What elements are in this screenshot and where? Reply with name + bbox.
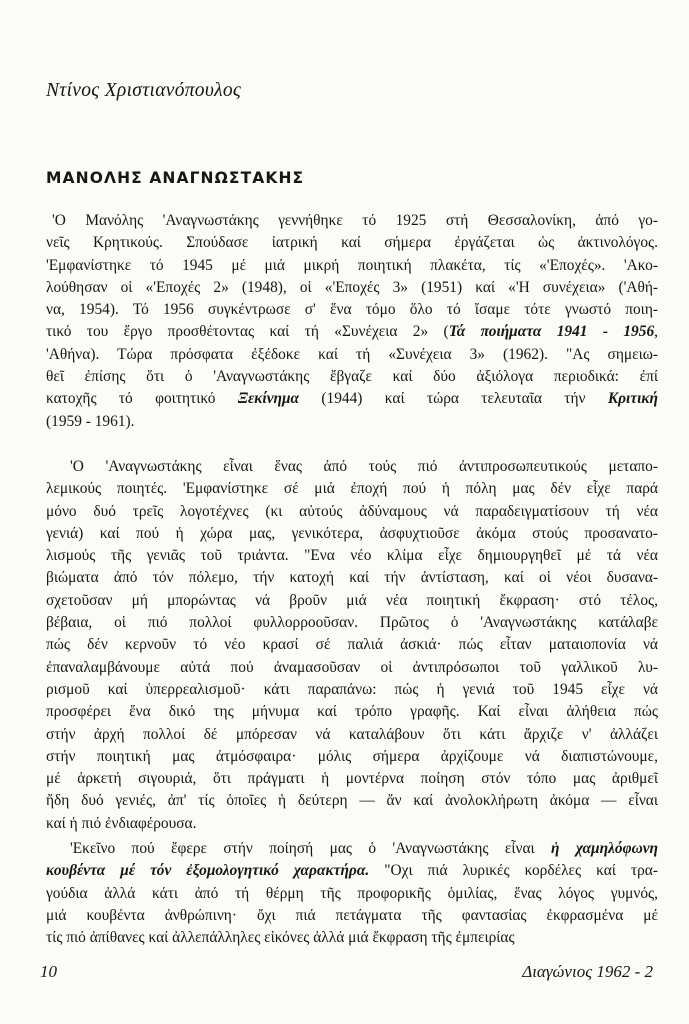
- text-run: (1944) καί τώρα τελευταῖα τήν: [299, 390, 608, 408]
- text-line: [46, 567, 658, 589]
- text-line: [46, 501, 658, 523]
- text-run: 'Ο 'Αναγνωστάκης εἶναι ἕνας ἀπό τούς πιό ἀντιπροσωπευτικούς μεταπο-: [70, 458, 658, 475]
- text-run: μόνο δυό τρεῖς λογοτέχνες (κι αὐτούς ἀδύναμους νά παραδειγματίσουν τή νέα: [46, 502, 658, 520]
- emphasis-text: Τά ποιήματα 1941 - 1956: [448, 323, 655, 341]
- article-author: Ντίνος Χριστιανόπουλος: [46, 80, 242, 101]
- text-line: [46, 277, 658, 299]
- emphasis-text: Κριτική: [607, 390, 658, 408]
- text-line: [46, 657, 658, 679]
- text-run: στήν ποιητική μας ἀτμόσφαιρα· μόλις σήμερα ἀρχίζουμε νά διαπιστώνουμε,: [46, 747, 658, 765]
- text-line: [46, 321, 658, 343]
- text-run: σχετοῦσαν μή μπορώντας νά βροῦν μιά νέα ποιητική ἔκφραση· στό τέλος,: [46, 591, 658, 609]
- text-line: [46, 927, 658, 949]
- text-run: στήν ἀρχή πολλοί δέ μπόρεσαν νά καταλάβουν ὅτι κάτι ἄρχιζε ν' ἀλλάζει: [46, 725, 658, 743]
- text-run: βέβαια, οἱ πιό πολλοί φυλλορροοῦσαν. Πρῶτος ὁ 'Αναγνωστάκης κατάλαβε: [46, 614, 658, 632]
- journal-issue: Διαγώνιος 1962 - 2: [522, 962, 653, 981]
- text-line: [46, 411, 658, 433]
- text-line: [46, 299, 658, 321]
- text-line: [46, 905, 658, 927]
- text-run: μέ ἀρκετή σιγουριά, ὅτι πράγματι ἡ μοντέρνα ποίηση στόν τόπο μας ἀριθμεῖ: [46, 770, 658, 788]
- text-line: [46, 768, 658, 790]
- text-line: [46, 210, 658, 232]
- text-line: [46, 860, 658, 882]
- text-run: 'Εμφανίστηκε τό 1945 μέ μιά μικρή ποιητική πλακέτα, τίς «'Εποχές». 'Ακο-: [46, 256, 658, 274]
- text-line: [46, 523, 658, 545]
- emphasis-text: κουβέντα μέ τόν ἐξομολογητικό χαρακτήρα.: [46, 862, 370, 880]
- text-run: ἐπαναλαμβάνουμε αὐτά πού ἀναμασοῦσαν οἱ ἀντιπρόσωποι τοῦ γαλλικοῦ λυ-: [46, 658, 658, 676]
- text-run: ρισμοῦ καί ὑπερρεαλισμοῦ· κάτι παραπάνω: πώς ἡ γενιά τοῦ 1945 εἶχε νά: [46, 680, 658, 698]
- article-title: ΜΑΝΟΛΗΣ ΑΝΑΓΝΩΣΤΑΚΗΣ: [46, 169, 305, 187]
- paragraph-context: [46, 456, 658, 835]
- text-line: [46, 790, 658, 812]
- text-line: [46, 388, 658, 410]
- text-line: [46, 634, 658, 656]
- text-line: [46, 456, 658, 478]
- text-run: θεῖ ἐπίσης ὅτι ὁ 'Αναγνωστάκης ἔβγαζε καί δύο ἀξιόλογα περιοδικά: ἐπί: [46, 368, 658, 386]
- text-run: ,: [654, 323, 658, 341]
- page-number: 10: [40, 962, 57, 981]
- text-line: [46, 813, 658, 835]
- text-run: λισμούς τῆς γενιᾶς τοῦ τριάντα. "Ενα νέο κλίμα εἶχε δημιουργηθεῖ μέ τά νέα: [46, 547, 658, 565]
- text-line: [46, 478, 658, 500]
- text-line: [46, 255, 658, 277]
- text-run: βιώματα ἀπό τόν πόλεμο, τήν κατοχή καί τήν ἀντίσταση, καί οἱ νέοι δυσανα-: [46, 569, 658, 587]
- text-run: μιά κουβέντα ἀνθρώπινη· ὄχι πιά πετάγματα τῆς φαντασίας ἐκφρασμένα μέ: [46, 906, 658, 924]
- text-run: καί ἡ πιό ἐνδιαφέρουσα.: [46, 814, 197, 832]
- paragraph-style: [46, 838, 658, 949]
- text-run: 'Εκεῖνο πού ἔφερε στήν ποίησή μας ὁ 'Αναγνωστάκης εἶναι: [70, 840, 552, 857]
- text-line: [46, 366, 658, 388]
- text-line: [46, 232, 658, 254]
- text-line: [46, 838, 658, 860]
- text-run: κατοχῆς τό φοιτητικό: [46, 390, 238, 408]
- emphasis-text: Ξεκίνημα: [237, 390, 300, 408]
- text-line: [46, 746, 658, 768]
- text-run: νεῖς Κρητικούς. Σπούδασε ἰατρική καί σήμερα ἐργάζεται ὡς ἀκτινολόγος.: [46, 234, 658, 252]
- text-line: [46, 612, 658, 634]
- text-run: τίς πιό ἀπίθανες καί ἀλλεπάλληλες εἰκόνες ἀλλά μιά ἔκφραση τῆς ἐμπειρίας: [46, 929, 515, 947]
- emphasis-text: ἡ χαμηλόφωνη: [551, 840, 658, 857]
- text-run: 'Αθήνα). Τώρα πρόσφατα ἐξέδοκε καί τή «Συνέχεια 3» (1962). "Ας σημειω-: [46, 345, 658, 363]
- text-run: γενιά) καί πού ἡ χώρα μας, γενικότερα, ἀσφυχτιοῦσε ἀκόμα στούς προσανατο-: [46, 524, 658, 542]
- paragraph-biography: [46, 210, 658, 433]
- text-run: πώς δέν κερνοῦν τό νέο κρασί σέ παλιά ἀσκιά· πώς εἶταν ματαιοπονία νά: [46, 636, 658, 654]
- text-run: 'Ο Μανόλης 'Αναγνωστάκης γεννήθηκε τό 1925 στή Θεσσαλονίκη, ἀπό γο-: [52, 212, 658, 229]
- text-run: λούθησαν οἱ «'Εποχές 2» (1948), οἱ «'Εποχές 3» (1951) καί «'Η συνέχεια» ('Αθή-: [46, 278, 658, 296]
- text-run: λεμικούς ποιητές. 'Εμφανίστηκε σέ μιά ἐποχή πού ἡ πόλη μας δέν εἶχε παρά: [46, 480, 658, 498]
- text-line: [46, 701, 658, 723]
- text-line: [46, 344, 658, 366]
- text-line: [46, 590, 658, 612]
- text-run: ἤδη δυό γενιές, ἀπ' τίς ὁποῖες ἡ δεύτερη — ἄν καί ἀνολοκλήρωτη ἀκόμα — εἶναι: [46, 792, 658, 810]
- text-line: [46, 545, 658, 567]
- text-run: (1959 - 1961).: [46, 412, 135, 430]
- text-run: προσφέρει ἕνα δικό της μήνυμα καί τρόπο γραφῆς. Καί εἶναι ἀλήθεια πώς: [46, 703, 658, 721]
- text-line: [46, 724, 658, 746]
- text-run: να, 1954). Τό 1956 συγκέντρωσε σ' ἕνα τόμο ὅλο τό ἴσαμε τότε γνωστό ποιη-: [46, 301, 658, 319]
- text-run: γούδια ἀλλά κάτι ἀπό τή θέρμη τῆς προφορικῆς ὁμιλίας, ἕνας λόγος γυμνός,: [46, 884, 658, 902]
- text-line: [46, 679, 658, 701]
- text-line: [46, 883, 658, 905]
- text-run: τικό του ἔργο προσθέτοντας καί τή «Συνέχεια 2» (: [46, 323, 449, 341]
- text-run: "Οχι πιά λυρικές κορδέλες καί τρα-: [369, 862, 658, 880]
